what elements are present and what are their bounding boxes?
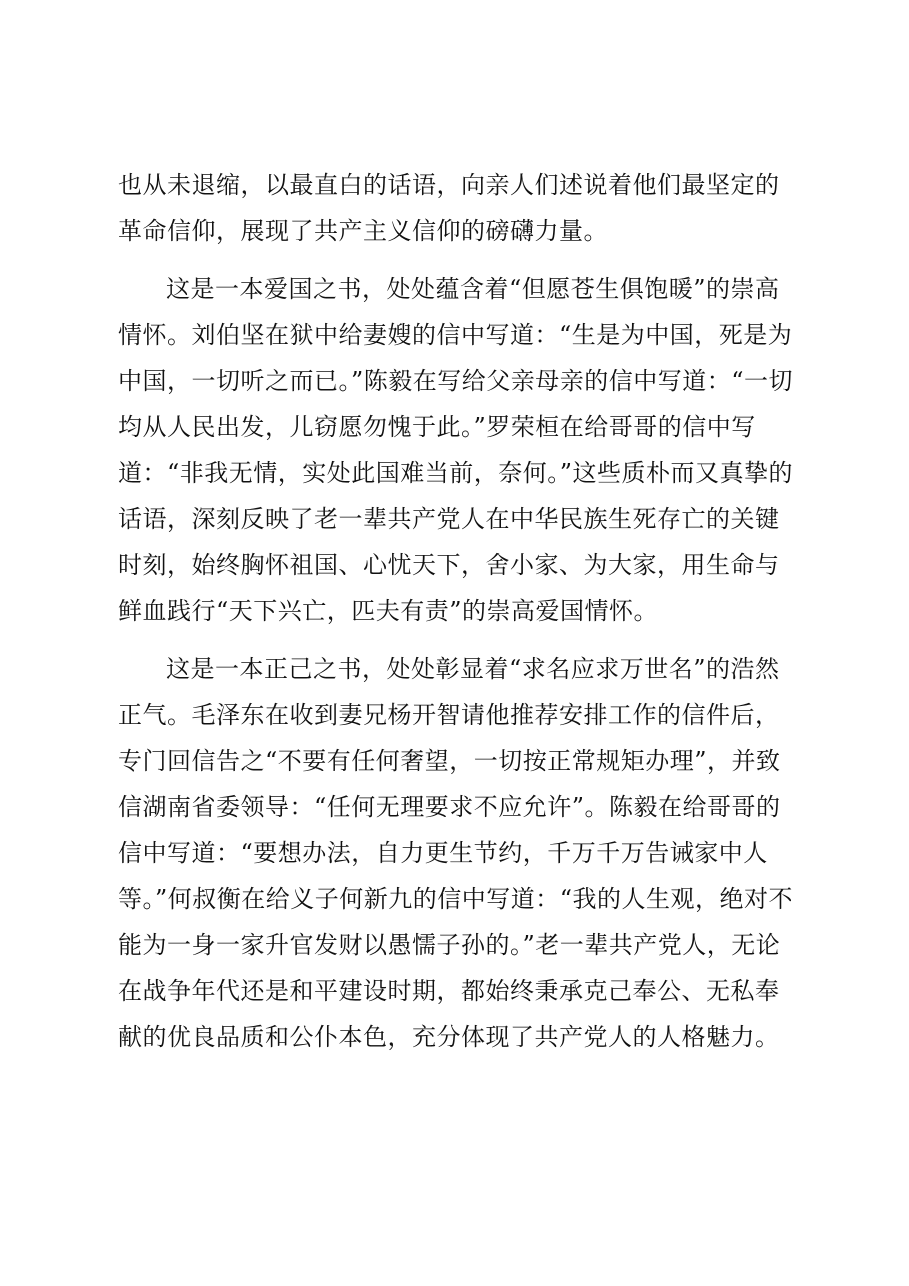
paragraph-3: 这是一本正己之书，处处彰显着“求名应求万世名”的浩然正气。毛泽东在收到妻兄杨开智请他推荐安排工作的信件后，专门回信告之“不要有任何奢望，一切按正常规矩办理”，并致信湖南省委领导：“任何无理要求不应允许”。陈毅在给哥哥的信中写道：“要想办法，自力更生节约，千万千万告诫家中人等。”何叔衡在给义子何新九的信中写道：“我的人生观，绝对不能为一身一家升官发财以愚懦子孙的。”老一辈共产党人，无论在战争年代还是和平建设时期，都始终秉承克己奉公、无私奉献的优良品质和公仆本色，充分体现了共产党人的人格魅力。 <box>118 655 794 1051</box>
paragraph-2: 这是一本爱国之书，处处蕴含着“但愿苍生俱饱暖”的崇高情怀。刘伯坚在狱中给妻嫂的信中写道：“生是为中国，死是为中国，一切听之而已。”陈毅在写给父亲母亲的信中写道：“一切均从人民出发，儿窃愿勿愧于此。”罗荣桓在给哥哥的信中写道：“非我无情，实处此国难当前，奈何。”这些质朴而又真挚的话语，深刻反映了老一辈共产党人在中华民族生死存亡的关键时刻，始终胸怀祖国、心忧天下，舍小家、为大家，用生命与鲜血践行“天下兴亡，匹夫有责”的崇高爱国情怀。 <box>118 275 794 625</box>
paragraph-1: 也从未退缩，以最直白的话语，向亲人们述说着他们最坚定的革命信仰，展现了共产主义信仰的磅礴力量。 <box>118 171 780 245</box>
document-body <box>118 162 798 1060</box>
